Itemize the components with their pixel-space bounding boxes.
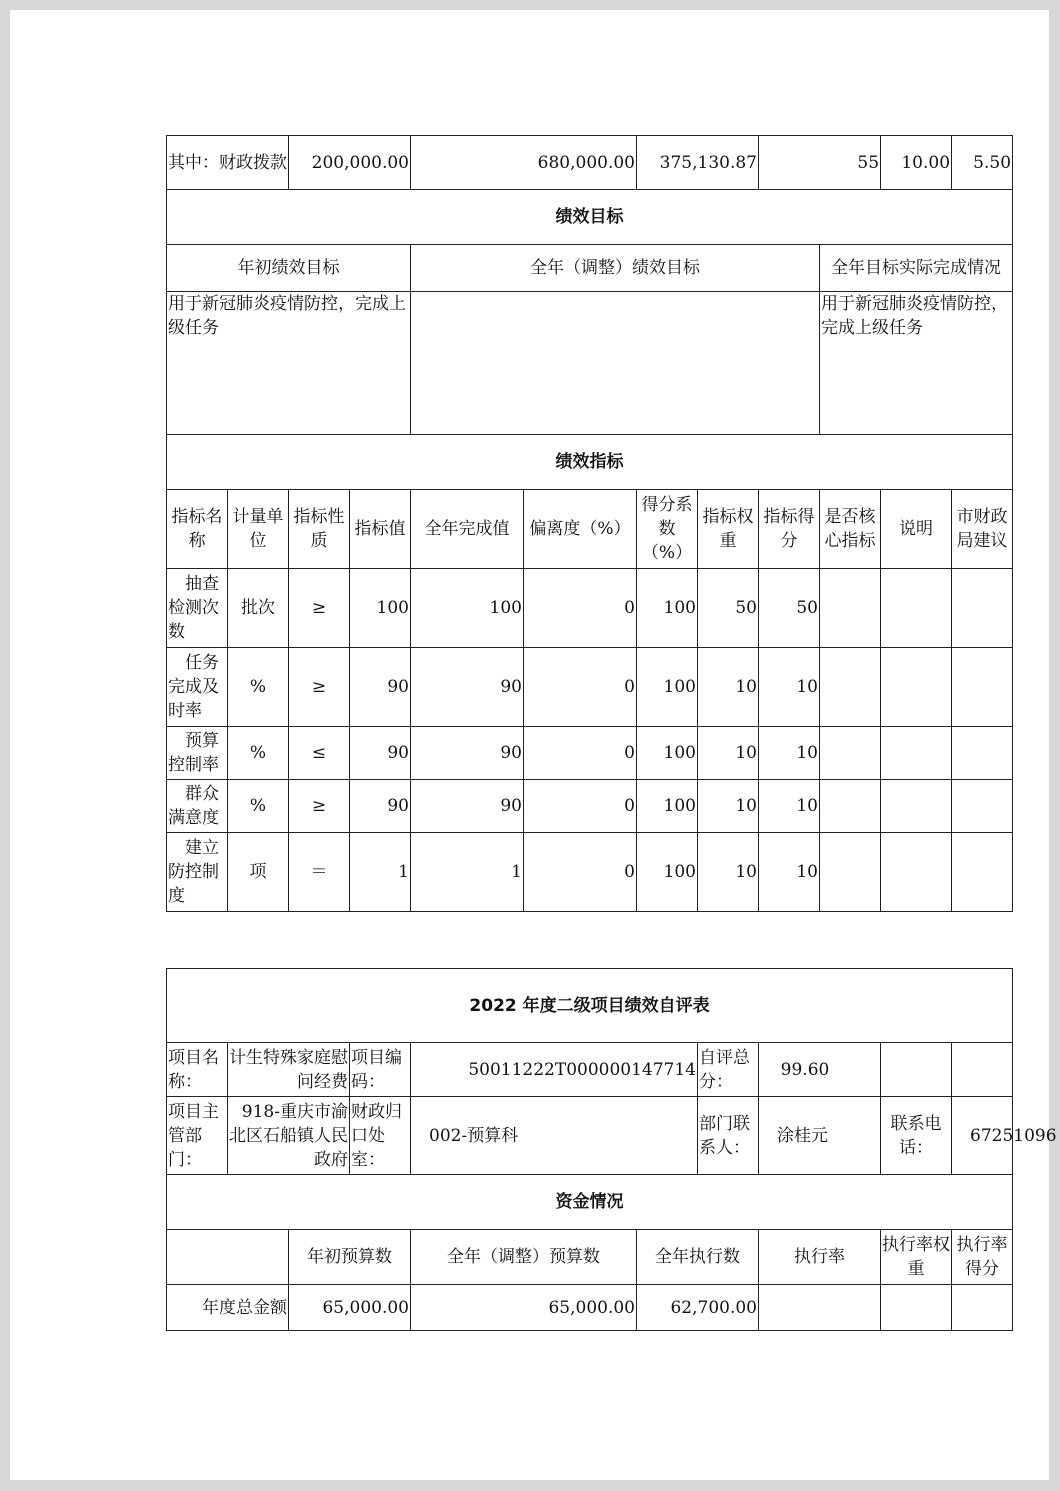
indicator-unit: %	[228, 648, 289, 727]
goals-adjusted-value	[411, 292, 820, 435]
fiscal-label: 其中：财政拨款	[167, 136, 289, 190]
goals-header-row	[167, 245, 1013, 292]
indicator-nature: ≥	[289, 569, 350, 648]
indicator-actual: 90	[411, 780, 524, 833]
indicator-actual: 90	[411, 648, 524, 727]
indicator-note	[881, 727, 952, 780]
indicator-score: 50	[759, 569, 820, 648]
indicator-deviation: 0	[524, 833, 637, 912]
goals-header-actual: 全年目标实际完成情况	[820, 245, 1013, 292]
empty-cell	[881, 1043, 952, 1097]
table-row	[167, 780, 1013, 833]
indicator-header-row	[167, 490, 1013, 569]
total-adjusted-budget: 65,000.00	[411, 1285, 637, 1331]
indicator-actual: 1	[411, 833, 524, 912]
goals-initial-value: 用于新冠肺炎疫情防控，完成上级任务	[167, 292, 411, 435]
table-row	[167, 727, 1013, 780]
contact-label: 部门联系人：	[698, 1097, 759, 1175]
fiscal-score: 5.50	[952, 136, 1013, 190]
fiscal-exec-rate: 55	[759, 136, 881, 190]
indicator-coef: 100	[637, 569, 698, 648]
indicator-coef: 100	[637, 833, 698, 912]
indicator-nature: ≥	[289, 780, 350, 833]
total-label: 年度总金额	[167, 1285, 289, 1331]
fiscal-weight: 10.00	[881, 136, 952, 190]
indicator-advice	[952, 833, 1013, 912]
project-name-value: 计生特殊家庭慰问经费	[228, 1043, 350, 1097]
goals-header-initial: 年初绩效目标	[167, 245, 411, 292]
self-score-label: 自评总分：	[698, 1043, 759, 1097]
indicator-core	[820, 569, 881, 648]
funding-total-row	[167, 1285, 1013, 1331]
funding-header-rate-score: 执行率得分	[952, 1230, 1013, 1285]
indicator-unit: 项	[228, 833, 289, 912]
indicator-score: 10	[759, 727, 820, 780]
table-row	[167, 648, 1013, 727]
header-score: 指标得分	[759, 490, 820, 569]
indicator-advice	[952, 648, 1013, 727]
indicator-weight: 50	[698, 569, 759, 648]
document-page	[10, 10, 1057, 1480]
self-score-value: 99.60	[759, 1043, 881, 1097]
finance-office-label: 财政归口处室：	[350, 1097, 411, 1175]
goals-header-adjusted: 全年（调整）绩效目标	[411, 245, 820, 292]
indicator-name: 群众满意度	[167, 780, 228, 833]
total-score	[952, 1285, 1013, 1331]
funding-header-rate: 执行率	[759, 1230, 881, 1285]
indicator-note	[881, 569, 952, 648]
indicator-target: 90	[350, 727, 411, 780]
indicator-coef: 100	[637, 727, 698, 780]
empty-cell	[952, 1043, 1013, 1097]
total-weight	[881, 1285, 952, 1331]
indicator-nature: ＝	[289, 833, 350, 912]
indicator-name: 建立防控制度	[167, 833, 228, 912]
indicator-deviation: 0	[524, 780, 637, 833]
indicator-core	[820, 727, 881, 780]
dept-label: 项目主管部门：	[167, 1097, 228, 1175]
indicator-note	[881, 648, 952, 727]
contact-value: 涂桂元	[759, 1097, 881, 1175]
indicator-actual: 100	[411, 569, 524, 648]
project-info-row	[167, 1043, 1013, 1097]
indicator-score: 10	[759, 833, 820, 912]
funding-header-initial: 年初预算数	[289, 1230, 411, 1285]
indicator-unit: %	[228, 780, 289, 833]
indicator-coef: 100	[637, 780, 698, 833]
indicator-name: 预算控制率	[167, 727, 228, 780]
self-evaluation-table-2022	[166, 968, 1057, 1331]
header-note: 说明	[881, 490, 952, 569]
indicator-weight: 10	[698, 833, 759, 912]
funding-header-executed: 全年执行数	[637, 1230, 759, 1285]
indicator-deviation: 0	[524, 569, 637, 648]
indicator-target: 90	[350, 648, 411, 727]
goals-section-title: 绩效目标	[167, 190, 1013, 245]
header-unit: 计量单位	[228, 490, 289, 569]
indicator-actual: 90	[411, 727, 524, 780]
project-code-label: 项目编码：	[350, 1043, 411, 1097]
funding-section-title: 资金情况	[167, 1175, 1013, 1230]
indicator-name: 抽查检测次数	[167, 569, 228, 648]
fiscal-adjusted-budget: 680,000.00	[411, 136, 637, 190]
total-initial-budget: 65,000.00	[289, 1285, 411, 1331]
indicator-note	[881, 780, 952, 833]
indicator-advice	[952, 569, 1013, 648]
funding-header-rate-weight: 执行率权重	[881, 1230, 952, 1285]
header-weight: 指标权重	[698, 490, 759, 569]
project-code-value: 50011222T000000147714	[411, 1043, 698, 1097]
fiscal-initial-budget: 200,000.00	[289, 136, 411, 190]
table-row	[167, 569, 1013, 648]
indicator-unit: 批次	[228, 569, 289, 648]
header-target: 指标值	[350, 490, 411, 569]
indicator-core	[820, 780, 881, 833]
indicator-core	[820, 833, 881, 912]
funding-header-adjusted: 全年（调整）预算数	[411, 1230, 637, 1285]
funding-header-row	[167, 1230, 1013, 1285]
total-executed: 62,700.00	[637, 1285, 759, 1331]
indicator-weight: 10	[698, 648, 759, 727]
indicator-score: 10	[759, 780, 820, 833]
header-advice: 市财政局建议	[952, 490, 1013, 569]
funding-header-blank	[167, 1230, 289, 1285]
indicator-coef: 100	[637, 648, 698, 727]
indicator-deviation: 0	[524, 648, 637, 727]
indicator-unit: %	[228, 727, 289, 780]
performance-table-continued	[166, 135, 1013, 912]
indicators-section-title: 绩效指标	[167, 435, 1013, 490]
header-nature: 指标性质	[289, 490, 350, 569]
indicator-weight: 10	[698, 727, 759, 780]
funding-row-fiscal	[167, 136, 1013, 190]
goals-actual-value: 用于新冠肺炎疫情防控，完成上级任务	[820, 292, 1013, 435]
header-indicator-name: 指标名称	[167, 490, 228, 569]
total-exec-rate	[759, 1285, 881, 1331]
indicator-target: 100	[350, 569, 411, 648]
form-title: 2022 年度二级项目绩效自评表	[167, 969, 1013, 1043]
indicator-nature: ≤	[289, 727, 350, 780]
table-row	[167, 833, 1013, 912]
department-info-row	[167, 1097, 1013, 1175]
indicator-deviation: 0	[524, 727, 637, 780]
indicator-weight: 10	[698, 780, 759, 833]
indicator-name: 任务完成及时率	[167, 648, 228, 727]
finance-office-value: 002-预算科	[411, 1097, 698, 1175]
header-coef: 得分系数（%）	[637, 490, 698, 569]
indicator-target: 90	[350, 780, 411, 833]
indicator-core	[820, 648, 881, 727]
phone-value: 67251096	[952, 1097, 1013, 1175]
indicator-advice	[952, 780, 1013, 833]
dept-value: 918-重庆市渝北区石船镇人民政府	[228, 1097, 350, 1175]
fiscal-executed: 375,130.87	[637, 136, 759, 190]
indicator-note	[881, 833, 952, 912]
phone-label: 联系电话：	[881, 1097, 952, 1175]
header-core: 是否核心指标	[820, 490, 881, 569]
header-actual: 全年完成值	[411, 490, 524, 569]
indicator-nature: ≥	[289, 648, 350, 727]
indicator-score: 10	[759, 648, 820, 727]
project-name-label: 项目名称：	[167, 1043, 228, 1097]
indicator-target: 1	[350, 833, 411, 912]
goals-value-row	[167, 292, 1013, 435]
header-deviation: 偏离度（%）	[524, 490, 637, 569]
indicator-advice	[952, 727, 1013, 780]
